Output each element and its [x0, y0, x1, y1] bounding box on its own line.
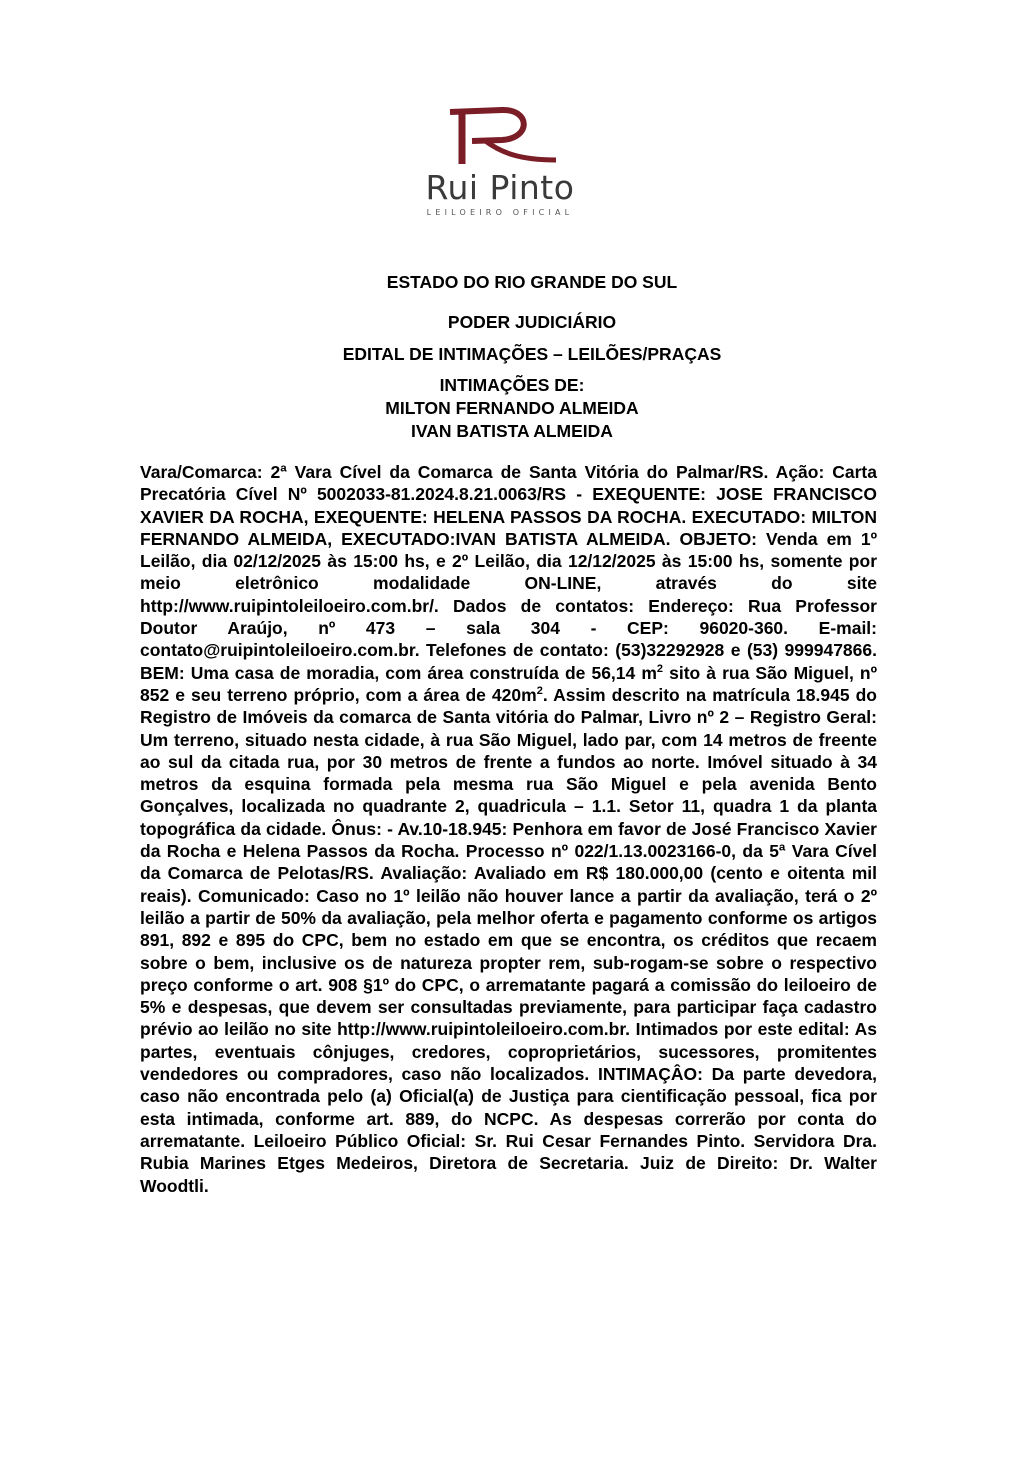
edital-heading: EDITAL DE INTIMAÇÕES – LEILÕES/PRAÇAS [342, 344, 722, 364]
branch-heading: PODER JUDICIÁRIO [447, 312, 617, 332]
auctioneer-logo [400, 100, 600, 225]
body-part: sito à rua São Miguel, nº 852 e seu terreno próprio, com a área de 420m [140, 662, 877, 705]
intimated-name: IVAN BATISTA ALMEIDA [411, 421, 613, 441]
body-part: . Assim descrito na matrícula 18.945 do Registro de Imóveis da comarca de Santa vitória do Palmar, Livro nº 2 – Registro Geral: Um terreno, situado nesta cidade, à rua São Miguel, lado par, com 14 metros de freente ao sul da citada rua, por 30 metros de frente a fundos ao norte. Imóvel situado à 34 metros da esquina formada pela mesma rua São Miguel e pela avenida Bento Gonçalves, localizada no quadrante 2, quadricula – 1.1. Setor 11, quadra 1 da planta topográfica da cidade. Ônus: - Av.10-18.945: Penhora em favor de José Francisco Xavier da Rocha e Helena Passos da Rocha. Processo nº 022/1.13.0023166-0, da 5ª Vara Cível da Comarca de Pelotas/RS. Avaliação: Avaliado em R$ 180.000,00 (cento e oitenta mil reais). Comunicado: Caso no 1º leilão não houver lance a partir da avaliação, terá o 2º leilão a partir de 50% da avaliação, pela melhor oferta e pagamento conforme os artigos 891, 892 e 895 do CPC, bem no estado em que se encontra, os créditos que recaem sobre o bem, inclusive os de natureza propter rem, sub-rogam-se sobre o respectivo preço conforme o art. 908 §1º do CPC, o arrematante pagará a comissão do leiloeiro de 5% e despesas, que devem ser consultadas previamente, para participar faça cadastro prévio ao leilão no site http://www.ruipintoleiloeiro.com.br. Intimados por este edital: As partes, eventuais cônjuges, credores, coproprietários, sucessores, promitentes vendedores ou compradores, caso não localizados. INTIMAÇÂO: Da parte devedora, caso não encontrada pelo (a) Oficial(a) de Justiça para cientificação pessoal, fica por esta intimada, conforme art. 889, do NCPC. As despesas correrão por conta do arrematante. Leiloeiro Público Oficial: Sr. Rui Cesar Fernandes Pinto. Servidora Dra. Rubia Marines Etges Medeiros, Diretora de Secretaria. Juiz de Direito: Dr. Walter Woodtli. [140, 684, 877, 1196]
logo-name: Rui Pinto [425, 168, 575, 207]
intimacoes-block [0, 374, 1024, 443]
superscript: 2 [656, 662, 664, 675]
intimacoes-label: INTIMAÇÕES DE: [439, 375, 585, 395]
r-monogram-icon [400, 100, 600, 170]
edital-body [140, 461, 877, 1197]
superscript: 2 [536, 685, 543, 698]
logo-subtitle: LEILOEIRO OFICIAL [426, 208, 574, 217]
state-heading: ESTADO DO RIO GRANDE DO SUL [386, 272, 678, 292]
intimated-name: MILTON FERNANDO ALMEIDA [385, 398, 639, 418]
body-part: Vara/Comarca: 2ª Vara Cível da Comarca de Santa Vitória do Palmar/RS. Ação: Carta Precatória Cível Nº 5002033-81.2024.8.21.0063/RS - EXEQUENTE: JOSE FRANCISCO XAVIER DA ROCHA, EXEQUENTE: HELENA PASSOS DA ROCHA. EXECUTADO: MILTON FERNANDO ALMEIDA, EXECUTADO:IVAN BATISTA ALMEIDA. OBJETO: Venda em 1º Leilão, dia 02/12/2025 às 15:00 hs, e 2º Leilão, dia 12/12/2025 às 15:00 hs, somente por meio eletrônico modalidade ON-LINE, através do site http://www.ruipintoleiloeiro.com.br/. Dados de contatos: Endereço: Rua Professor Doutor Araújo, nº 473 – sala 304 - CEP: 96020-360. E-mail: contato@ruipintoleiloeiro.com.br. Telefones de contato: (53)32292928 e (53) 999947866. BEM: Uma casa de moradia, com área construída de 56,14 m [140, 462, 877, 683]
